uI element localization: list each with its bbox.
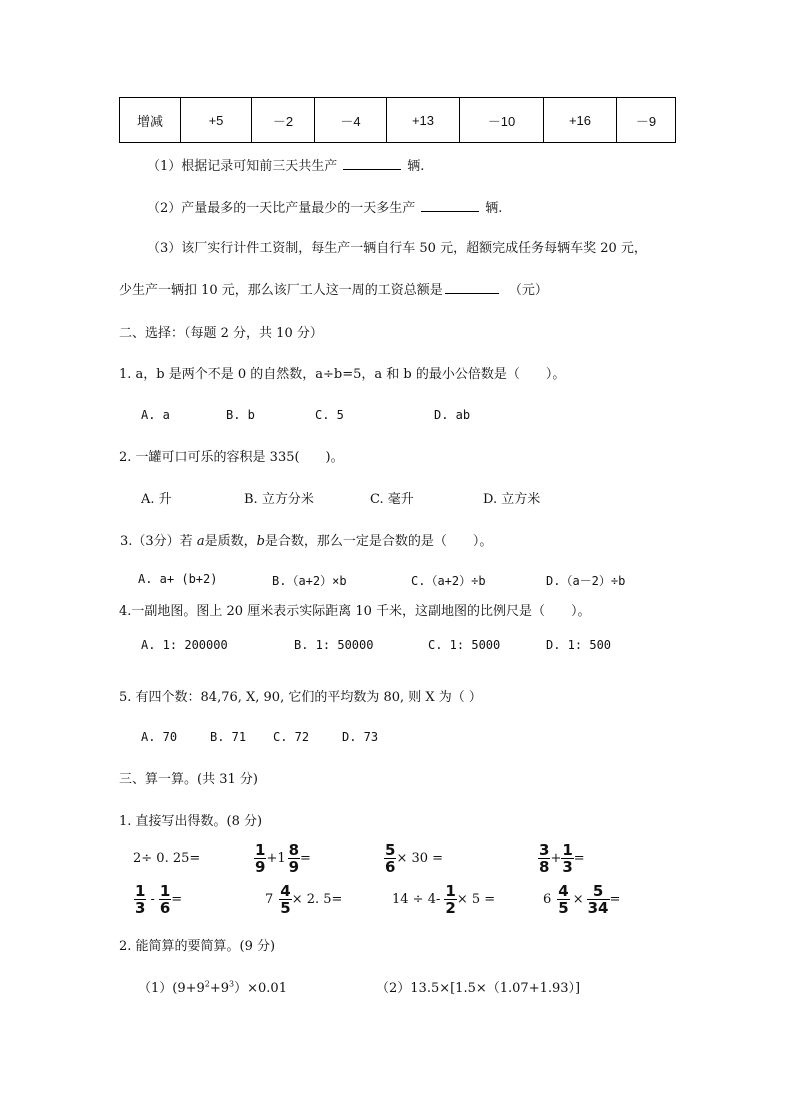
answer-blank[interactable] bbox=[421, 199, 479, 212]
production-record-table bbox=[119, 97, 676, 143]
fraction: $\frac{4}{5}$ bbox=[280, 882, 291, 917]
table-cell: －4 bbox=[315, 98, 387, 143]
s2-q1-option-a[interactable]: A. a bbox=[141, 408, 170, 422]
fraction: $\frac{5}{34}$ bbox=[587, 882, 609, 917]
s2-q5-option-d[interactable]: D. 73 bbox=[342, 730, 379, 744]
expr-3: $\frac{5}{6}$ × 30 = bbox=[385, 841, 444, 876]
fraction: $\frac{1}{3}$ bbox=[562, 841, 573, 876]
table-cell: +13 bbox=[387, 98, 460, 143]
s2-q2-stem: 2. 一罐可口可乐的容积是 335( )。 bbox=[119, 450, 344, 465]
expr-5: $\frac{1}{3}$ - $\frac{1}{6}$ = bbox=[135, 882, 183, 917]
q1-part2: （2）产量最多的一天比产量最少的一天多生产 辆. bbox=[147, 201, 503, 216]
s2-q1-option-d[interactable]: D. ab bbox=[434, 408, 471, 422]
s2-q3-option-c[interactable]: C.（a+2）÷b bbox=[411, 574, 486, 588]
calc-1: $(1)(9+9^2+9^3)\times 0.01$ bbox=[138, 979, 287, 996]
s2-q3-option-b[interactable]: B.（a+2）×b bbox=[272, 574, 347, 588]
s2-q3-stem: 3.（3分）若 a是质数，b是合数，那么一定是合数的是（ ）。 bbox=[120, 534, 493, 549]
q1-part3-line2: 少生产一辆扣 10 元，那么该厂工人这一周的工资总额是 （元） bbox=[119, 283, 548, 298]
answer-blank[interactable] bbox=[343, 157, 401, 170]
section3-sub2: 2. 能简算的要简算。(9 分) bbox=[119, 939, 276, 954]
section3-title: 三、算一算。(共 31 分) bbox=[119, 772, 258, 787]
calc-2: （2）13.5×[1.5×（1.07+1.93）] bbox=[376, 981, 581, 996]
section2-title: 二、选择：（每题 2 分，共 10 分） bbox=[119, 326, 323, 341]
s2-q5-option-b[interactable]: B. 71 bbox=[210, 730, 247, 744]
expr-6: 7 $\frac{4}{5}$ × 2. 5= bbox=[265, 882, 343, 917]
fraction: $\frac{1}{3}$ bbox=[135, 882, 146, 917]
table-cell: －2 bbox=[252, 98, 315, 143]
table-cell: －10 bbox=[460, 98, 544, 143]
s2-q2-option-d[interactable]: D. 立方米 bbox=[483, 492, 541, 507]
fraction: $\frac{8}{9}$ bbox=[288, 841, 300, 876]
table-row-label: 增减 bbox=[120, 98, 181, 143]
q1-part3-line1: （3）该厂实行计件工资制，每生产一辆自行车 50 元，超额完成任务每辆车奖 20 元， bbox=[147, 241, 647, 256]
s2-q2-option-b[interactable]: B. 立方分米 bbox=[244, 492, 314, 507]
expr-8: 6 $\frac{4}{5}$ × $\frac{5}{34}$ = bbox=[543, 882, 621, 917]
s2-q4-stem: 4.一副地图。图上 20 厘米表示实际距离 10 千米，这副地图的比例尺是（ ）。 bbox=[119, 604, 591, 619]
table-cell: +16 bbox=[544, 98, 617, 143]
fraction: $\frac{1}{9}$ bbox=[255, 841, 266, 876]
s2-q5-stem: 5. 有四个数：84,76, X, 90, 它们的平均数为 80, 则 X 为（ ） bbox=[119, 690, 482, 705]
s2-q4-option-b[interactable]: B. 1: 50000 bbox=[294, 638, 374, 652]
fraction: $\frac{5}{6}$ bbox=[385, 841, 396, 876]
table-cell: +5 bbox=[181, 98, 252, 143]
s2-q4-option-d[interactable]: D. 1: 500 bbox=[546, 638, 612, 652]
expr-4: $\frac{3}{8}$ + $\frac{1}{3}$ = bbox=[539, 841, 585, 876]
section3-sub1: 1. 直接写出得数。(8 分) bbox=[119, 814, 263, 829]
answer-blank[interactable] bbox=[445, 281, 499, 294]
fraction: $\frac{3}{8}$ bbox=[539, 841, 550, 876]
table-row bbox=[120, 98, 676, 143]
s2-q4-option-a[interactable]: A. 1: 200000 bbox=[141, 638, 228, 652]
fraction: $\frac{1}{2}$ bbox=[445, 882, 456, 917]
fraction: $\frac{4}{5}$ bbox=[558, 882, 569, 917]
s2-q1-option-c[interactable]: C. 5 bbox=[315, 408, 344, 422]
expr-7: 14 ÷ 4- $\frac{1}{2}$ × 5 = bbox=[392, 882, 496, 917]
s2-q2-option-c[interactable]: C. 毫升 bbox=[370, 492, 414, 507]
s2-q1-option-b[interactable]: B. b bbox=[226, 408, 255, 422]
s2-q4-option-c[interactable]: C. 1: 5000 bbox=[428, 638, 501, 652]
fraction: $\frac{1}{6}$ bbox=[159, 882, 171, 917]
s2-q5-option-c[interactable]: C. 72 bbox=[273, 730, 310, 744]
s2-q3-option-a[interactable]: A. a+ (b+2) bbox=[138, 572, 218, 586]
q1-part1: （1）根据记录可知前三天共生产 辆. bbox=[147, 159, 425, 174]
expr-1: 2÷ 0. 25= bbox=[133, 851, 201, 866]
s2-q1-stem: 1. a，b 是两个不是 0 的自然数，a÷b=5，a 和 b 的最小公倍数是（ ）。 bbox=[119, 367, 566, 382]
expr-2: $\frac{1}{9}$ +1 $\frac{8}{9}$ = bbox=[255, 841, 311, 876]
s2-q3-option-d[interactable]: D.（a－2）÷b bbox=[546, 574, 626, 588]
table-cell: －9 bbox=[617, 98, 676, 143]
s2-q2-option-a[interactable]: A. 升 bbox=[141, 492, 172, 507]
s2-q5-option-a[interactable]: A. 70 bbox=[141, 730, 178, 744]
